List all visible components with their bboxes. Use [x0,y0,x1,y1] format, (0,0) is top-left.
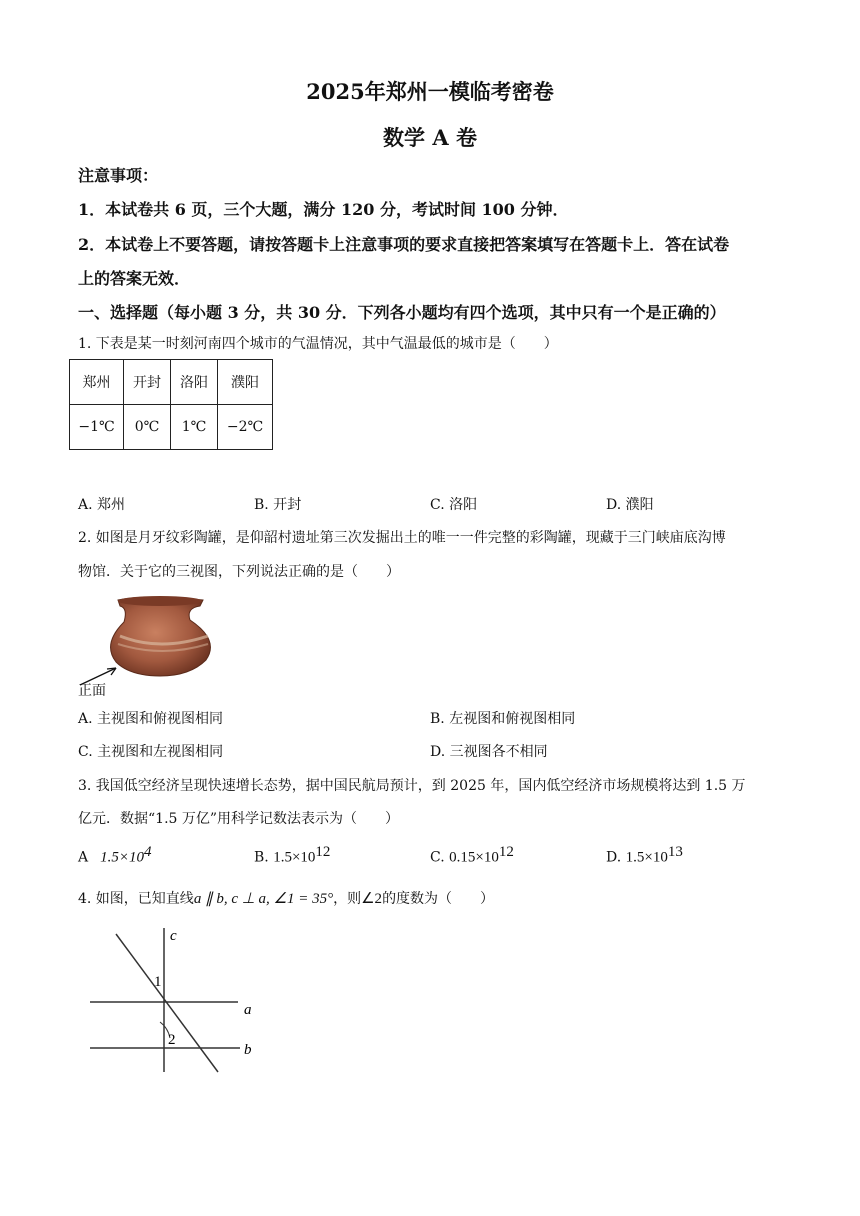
table-header-cell: 开封 [124,360,171,405]
q2-stem-cont: 物馆．关于它的三视图，下列说法正确的是（ ） [78,564,400,580]
notes-heading: 注意事项： [78,166,159,185]
q2-stem: 2. 如图是月牙纹彩陶罐，是仰韶村遗址第三次发掘出土的唯一一件完整的彩陶罐，现藏于三门峡庙底沟博 [78,530,726,546]
label-angle-2: 2 [168,1032,176,1048]
option-coefficient: 0.15×10 [449,849,499,866]
q2-option-a: A. 主视图和俯视图相同 [78,711,224,727]
q4-stem-post: 的度数为（ ） [382,891,495,907]
option-coefficient: 1.5×10 [625,849,668,866]
page-title: 2025年郑州一模临考密卷 [306,79,554,104]
notes-item-1: 1．本试卷共 6 页，三个大题，满分 120 分，考试时间 100 分钟． [78,200,569,219]
table-header-cell: 洛阳 [171,360,218,405]
label-angle-1: 1 [154,974,162,990]
q2-option-d: D. 三视图各不相同 [430,744,548,760]
q4-stem-mid: ，则 [333,891,362,907]
table-header-cell: 濮阳 [218,360,273,405]
notes-item-2-cont: 上的答案无效． [78,269,191,288]
option-letter: B. [254,849,274,866]
q2-option-b: B. 左视图和俯视图相同 [430,711,576,727]
option-coefficient: 1.5×10 [273,849,316,866]
parallel-lines-figure [78,922,278,1074]
label-a: a [244,1002,252,1018]
option-letter: A [78,849,89,866]
table-value-cell: 1℃ [171,405,218,450]
q4-stem [78,888,494,908]
option-exponent: 4 [144,844,152,860]
option-exponent: 13 [667,844,683,860]
q4-condition: a ∥ b, c ⊥ a, ∠1 = 35° [193,891,334,907]
label-b: b [244,1042,252,1058]
page-subtitle: 数学 A 卷 [383,125,477,150]
q1-option-b: B. 开封 [254,497,302,513]
front-view-label: 正面 [78,683,106,699]
option-letter: D. [606,849,626,866]
q3-stem-cont: 亿元．数据“1.5 万亿”用科学记数法表示为（ ） [78,811,400,827]
q3-option-a [78,844,152,867]
option-exponent: 12 [315,844,331,860]
label-c: c [170,928,177,944]
q3-option-c [430,844,514,867]
temperature-table [69,359,273,450]
q3-stem: 3. 我国低空经济呈现快速增长态势，据中国民航局预计，到 2025 年，国内低空经济市场规模将达到 1.5 万 [78,778,746,794]
q1-option-c: C. 洛阳 [430,497,478,513]
q4-stem-pre: 4. 如图，已知直线 [78,891,194,907]
q3-option-d [606,844,683,867]
table-value-cell: −1℃ [70,405,124,450]
option-letter: C. [430,849,450,866]
q4-angle: ∠2 [361,891,383,907]
option-exponent: 12 [498,844,514,860]
option-coefficient: 1.5×10 [100,849,144,866]
table-header-cell: 郑州 [70,360,124,405]
table-value-cell: 0℃ [124,405,171,450]
q2-option-c: C. 主视图和左视图相同 [78,744,224,760]
q3-option-b [254,844,330,867]
q1-option-d: D. 濮阳 [606,497,654,513]
table-value-cell: −2℃ [218,405,273,450]
q1-stem: 1. 下表是某一时刻河南四个城市的气温情况，其中气温最低的城市是（ ） [78,336,558,352]
notes-item-2: 2．本试卷上不要答题，请按答题卡上注意事项的要求直接把答案填写在答题卡上．答在试卷 [78,235,730,254]
section-heading: 一、选择题（每小题 3 分，共 30 分．下列各小题均有四个选项，其中只有一个是正确的） [78,303,726,322]
q1-option-a: A. 郑州 [78,497,126,513]
